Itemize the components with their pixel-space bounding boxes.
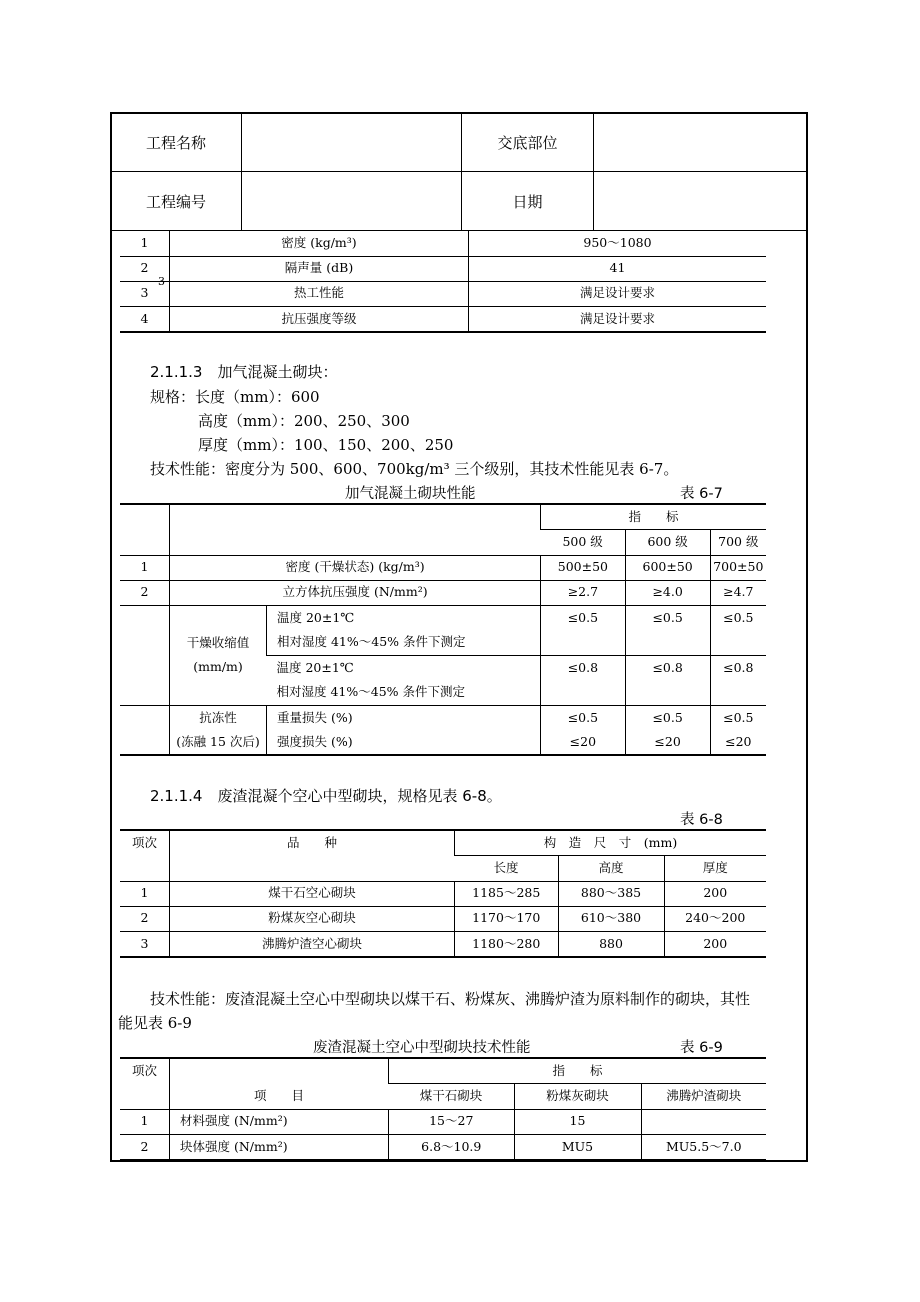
- index-header: 指 标: [541, 504, 766, 529]
- index-header: 指 标: [389, 1058, 767, 1083]
- table-67-number: 表 6-7: [680, 486, 723, 502]
- col-no: 项次: [120, 830, 170, 881]
- cell-item: 抗压强度等级: [170, 306, 469, 332]
- frost-weight-label: 重量损失 (%): [277, 709, 353, 725]
- spec-height: 高度（mm）：200、250、300: [198, 412, 410, 430]
- table-row: 1 煤干石空心砌块 1185～285 880～385 200: [120, 881, 766, 906]
- sub-slag: 沸腾炉渣砌块: [641, 1083, 766, 1109]
- cell-no: 1: [120, 231, 170, 256]
- cond-humidity: 相对湿度 41%～45% 条件下测定: [277, 634, 466, 649]
- cell-item: 隔声量 (dB): [170, 256, 469, 281]
- cell-empty: [120, 605, 170, 705]
- col-item: 项 目: [170, 1058, 389, 1109]
- sub-flyash: 粉煤灰砌块: [514, 1083, 641, 1109]
- cell-no: 3: [120, 281, 170, 306]
- spec-length: 规格：长度（mm）：600: [150, 388, 320, 406]
- cell-item: 热工性能: [170, 281, 469, 306]
- shrink-cond-a: [267, 605, 541, 655]
- table-row: 1 材料强度 (N/mm²) 15～27 15: [120, 1109, 766, 1134]
- table-68: [120, 829, 766, 958]
- cell-value: 满足设计要求: [469, 306, 767, 332]
- table-69: [120, 1057, 766, 1161]
- cell-empty: [120, 705, 170, 755]
- shrink-label: 干燥收缩值: [186, 635, 250, 650]
- cell-value: 41: [469, 256, 767, 281]
- cell-value: ≤0.5 ≤20: [710, 705, 766, 755]
- section-213-heading: 2.1.1.3 加气混凝土砌块：: [150, 363, 338, 381]
- shrink-label-cell: [170, 605, 267, 705]
- cell-value: ≥2.7: [541, 580, 626, 605]
- table-row: [120, 231, 766, 256]
- header-table: [110, 112, 808, 231]
- frost-strength-label: 强度损失 (%): [277, 733, 353, 749]
- grade-700: 700 级: [710, 529, 766, 555]
- part-value: [594, 113, 808, 172]
- cell-value: 500±50: [541, 555, 626, 580]
- table-67-title: 加气混凝土砌块性能: [345, 486, 476, 502]
- cell-value: 700±50: [710, 555, 766, 580]
- sub-coal: 煤干石砌块: [389, 1083, 515, 1109]
- date-value: [594, 172, 808, 231]
- table-67: [120, 503, 766, 756]
- frost-label: 抗冻性: [199, 709, 237, 725]
- grade-500: 500 级: [541, 529, 626, 555]
- cell-no: 4: [120, 306, 170, 332]
- tech-text: 技术性能：密度分为 500、600、700kg/m³ 三个级别，其技术性能见表 6-7。: [150, 460, 679, 478]
- cell-no: 2: [120, 256, 170, 281]
- table-row: [120, 605, 766, 655]
- cond-temp: 温度 20±1℃: [276, 660, 354, 675]
- cell-value: ≤0.8: [625, 655, 710, 705]
- cell-no: 1: [120, 555, 170, 580]
- table-row: [120, 306, 766, 332]
- project-name-label: 工程名称: [111, 113, 242, 172]
- cell-item: 立方体抗压强度 (N/mm²): [170, 580, 541, 605]
- cell-empty: [120, 504, 170, 555]
- table-row: [120, 580, 766, 605]
- cell-value: ≤0.5 ≤20: [625, 705, 710, 755]
- frost-note: (冻融 15 次后): [176, 733, 260, 749]
- table-69-title: 废渣混凝土空心中型砌块技术性能: [313, 1040, 531, 1056]
- frost-items: [267, 705, 541, 755]
- table-row: 2 块体强度 (N/mm²) 6.8～10.9 MU5 MU5.5～7.0: [120, 1134, 766, 1160]
- project-no-label: 工程编号: [111, 172, 242, 231]
- cell-value: ≤0.5: [625, 605, 710, 655]
- table-row: 2 粉煤灰空心砌块 1170～170 610～380 240～200: [120, 906, 766, 931]
- cell-value: ≤0.5: [541, 605, 626, 655]
- table-row: 3 沸腾炉渣空心砌块 1180～280 880 200: [120, 931, 766, 957]
- tech-paragraph-line1: 技术性能：废渣混凝土空心中型砌块以煤干石、粉煤灰、沸腾炉渣为原料制作的砌块，其性: [150, 990, 751, 1008]
- tech-paragraph-line2: 能见表 6-9: [118, 1014, 192, 1032]
- cond-humidity: 相对湿度 41%～45% 条件下测定: [276, 684, 466, 699]
- table-row: [120, 281, 766, 306]
- table-1: [120, 231, 766, 333]
- table-69-number: 表 6-9: [680, 1040, 723, 1056]
- spec-thickness: 厚度（mm）：100、150、200、250: [198, 436, 454, 454]
- project-name-value: [242, 113, 462, 172]
- table-row: [120, 256, 766, 281]
- sub-height: 高度: [558, 855, 664, 881]
- grade-600: 600 级: [625, 529, 710, 555]
- sub-thickness: 厚度: [664, 855, 766, 881]
- cell-empty: [170, 504, 541, 555]
- table-68-number: 表 6-8: [680, 812, 723, 828]
- stray-mark: 3: [158, 275, 165, 288]
- sub-length: 长度: [455, 855, 559, 881]
- cell-value: ≥4.0: [625, 580, 710, 605]
- col-no: 项次: [120, 1058, 170, 1109]
- cell-value: 600±50: [625, 555, 710, 580]
- col-kind: 品 种: [170, 830, 455, 881]
- cell-item: 密度 (干燥状态) (kg/m³): [170, 555, 541, 580]
- part-label: 交底部位: [462, 113, 594, 172]
- cell-value: 满足设计要求: [469, 281, 767, 306]
- cell-item: 密度 (kg/m³): [170, 231, 469, 256]
- col-size: 构 造 尺 寸 (mm): [455, 830, 767, 855]
- cell-value: ≤0.8: [710, 655, 766, 705]
- cell-no: 2: [120, 580, 170, 605]
- cell-value: ≤0.5 ≤20: [541, 705, 626, 755]
- table-row: [120, 555, 766, 580]
- date-label: 日期: [462, 172, 594, 231]
- shrink-unit: (mm/m): [193, 659, 243, 674]
- cell-value: 950～1080: [469, 231, 767, 256]
- shrink-cond-b: [267, 655, 541, 705]
- cell-value: ≤0.8: [541, 655, 626, 705]
- frost-label-cell: [170, 705, 267, 755]
- cond-temp: 温度 20±1℃: [277, 610, 355, 625]
- project-no-value: [242, 172, 462, 231]
- section-214-heading: 2.1.1.4 废渣混凝个空心中型砌块，规格见表 6-8。: [150, 787, 502, 805]
- cell-value: ≥4.7: [710, 580, 766, 605]
- cell-value: ≤0.5: [710, 605, 766, 655]
- table-row: [120, 705, 766, 755]
